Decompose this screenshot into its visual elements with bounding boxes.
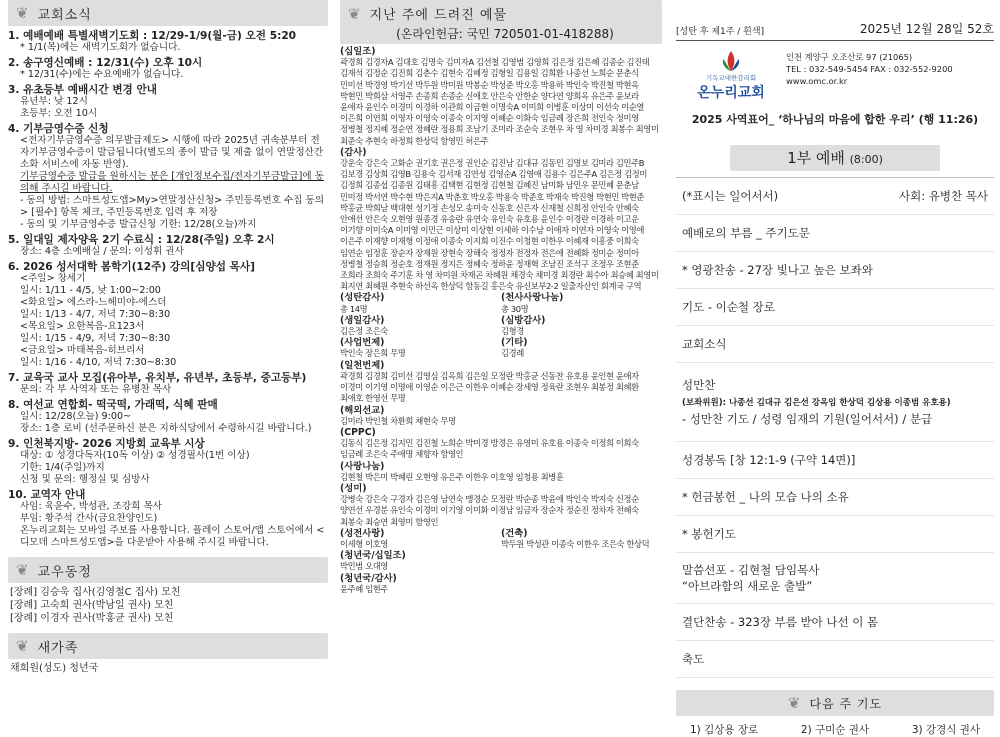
giver-names: 강병숙 강은숙 구경자 김은영 남연숙 맹경순 모정란 박순종 박윤애 박인숙 박지숙 신정순 양연선 우경분 유인숙 이경미 이기영 이미화 이정남 임금자 장순자 정순진 정차자 전혜숙 최봉숙 최승연 최영미 함영인	[340, 494, 639, 527]
next-prayer-item: 3) 강경식 권사	[911, 724, 980, 736]
yearly-motto: 2025 사역표어_ ‘하나님의 마음에 합한 우리’ (행 11:26)	[691, 113, 979, 126]
notice-line: - 동의 및 기부금영수증 발급신청 기한: 12/28(오늘)까지	[20, 219, 257, 230]
giver-names: 박민범 오대영	[340, 561, 388, 572]
giver-category: (해외선교)	[340, 404, 385, 416]
notice-line: 유년부: 낮 12시	[20, 96, 88, 107]
notice-title: 3. 유초등부 예배시간 변경 안내	[8, 84, 157, 96]
giver-pair	[340, 315, 662, 337]
giver-group	[340, 360, 662, 405]
notice-line: - 동의 방법: 스마트성도앱>My>연말정산신청> 주민등록번호 수집 동의> [필수] 항목 체크, 주민등록번호 입력 후 저장	[20, 195, 325, 218]
giver-group	[340, 461, 662, 483]
notice-title: 2. 송구영신예배 : 12/31(수) 오후 10시	[8, 57, 203, 69]
notice-title: 6. 2026 성서대학 봄학기(12주) 강의[심양섭 목사]	[8, 261, 255, 273]
notice-item	[8, 84, 328, 120]
notice-line: <주일> 창세기	[20, 273, 86, 284]
giver-names: 이세형 이호영	[340, 538, 388, 549]
notice-item	[8, 399, 328, 435]
notice-item	[8, 123, 328, 231]
leaf-icon: ❦	[16, 637, 30, 655]
contact-line: www.omc.or.kr	[786, 76, 848, 86]
notice-title: 7. 교육국 교사 모집(유아부, 유치부, 유년부, 초등부, 중고등부)	[8, 372, 307, 384]
notice-item	[8, 489, 328, 549]
flame-logo-icon	[714, 49, 748, 73]
giver-names: 박두원 박성관 이종숙 이한우 조은숙 한상덕	[501, 538, 650, 549]
next-prayer-list	[676, 716, 994, 737]
giver-group	[340, 337, 501, 359]
giver-group	[340, 550, 662, 572]
standing-note-row: (*표시는 일어서서) 사회: 유병찬 목사	[676, 177, 994, 215]
giver-names: 김은정 조은숙	[340, 326, 388, 337]
giver-category: (성미)	[340, 482, 367, 494]
giver-names: 총 30명	[501, 303, 529, 314]
order-item: 기도 - 이순철 장로	[676, 289, 994, 326]
contact-info	[786, 45, 953, 109]
service-title: 1부 예배 (8:00)	[730, 145, 940, 171]
giver-group	[501, 337, 662, 359]
giver-names: 김형경	[501, 326, 524, 337]
notice-item	[8, 372, 328, 396]
prayer-item: [장례] 김승욱 집사(김영철C 집사) 모친	[10, 587, 181, 598]
notice-line: 부임: 황주석 간사(금요찬양인도)	[20, 513, 158, 524]
notice-item	[8, 234, 328, 258]
order-group-3	[676, 604, 994, 678]
giver-group	[340, 573, 662, 595]
notice-line: 온누리교회는 모바일 주보를 사용합니다. 플레이 스토어/앱 스토어에서 <디모데 스마트성도앱>을 다운받아 사용해 주시길 바랍니다.	[20, 525, 325, 548]
leaf-icon: ❦	[16, 561, 30, 579]
order-item: * 봉헌기도	[676, 516, 994, 553]
giver-category: (기타)	[501, 337, 528, 349]
notice-line: 대상: ① 성경다독자(10독 이상) ② 성경필사(1번 이상)	[20, 450, 250, 461]
notice-line: 장소: 4층 소예배실 / 문의: 이성휘 권사	[20, 246, 184, 257]
contact-line: TEL : 032-549-5454 FAX : 032-552-9200	[786, 64, 953, 74]
order-item: 교회소식	[676, 326, 994, 363]
giver-category: (청년국/십일조)	[340, 550, 406, 562]
news-header: ❦ 교회소식	[8, 0, 328, 26]
notice-line: * 1/1(목)에는 새벽기도회가 없습니다.	[20, 42, 181, 53]
notice-title: 4. 기부금영수증 신청	[8, 123, 109, 135]
giver-group	[501, 292, 662, 314]
giver-category: (청년국/감사)	[340, 572, 397, 584]
giver-pair	[340, 337, 662, 359]
notice-title: 9. 인천북지방- 2026 지방회 교육부 시상	[8, 438, 205, 450]
notice-line: <화요일> 에스라-느헤미야-에스더	[20, 297, 167, 308]
bulletin-topline	[676, 20, 994, 41]
giver-category: (심방감사)	[501, 314, 546, 326]
notice-line: 신청 및 문의: 행정실 및 심방사	[20, 474, 150, 485]
worship-order-column	[676, 0, 994, 736]
giver-names: 김미라 박인철 차환희 채현숙 무명	[340, 415, 456, 426]
giver-category: (일천번제)	[340, 359, 385, 371]
leaf-icon: ❦	[348, 4, 362, 23]
notice-line: 사임: 육윤수, 박성관, 조강희 목사	[20, 501, 163, 512]
church-brand	[676, 45, 994, 109]
giver-group	[501, 528, 662, 550]
prayer-item: [장례] 고숙희 권사(박남일 권사) 모친	[10, 600, 174, 611]
giver-names: 윤주혜 임현주	[340, 583, 388, 594]
giver-group	[340, 528, 501, 550]
communion-row: 성만찬 (보좌위원): 나종선 김대규 김은선 강옥임 한상덕 김상용 이종범 유호용) - 성만찬 기도 / 성령 임재의 기원(일어서서) / 분급	[676, 363, 994, 442]
giver-names: 곽경희 김경희 김미선 김영심 김옥희 김은일 모정란 박홍균 신동찬 유호용 윤인현 윤애자 이경미 이기영 이명애 이영순 이은근 이한우 이혜순 장세영 정육란 조현우 최봉정 최혜환 최애호 한영선 무명	[340, 370, 639, 404]
sermon-row: 말씀선포 - 김현철 담임목사 “아브라함의 새로운 출발”	[676, 553, 994, 604]
giver-category: (십일조)	[340, 46, 376, 57]
notice-line: 기한: 1/4(주일)까지	[20, 462, 105, 473]
liturgical-period: [성탄 후 제1주 / 흰색]	[676, 27, 765, 37]
notice-line: * 12/31(수)에는 수요예배가 없습니다.	[20, 69, 184, 80]
church-logo: 기독교대한감리회 온누리교회	[676, 45, 786, 109]
next-prayer-item: 1) 김상용 장로	[690, 724, 759, 736]
order-item: 예배로의 부름 _ 주기도문	[676, 215, 994, 252]
notice-item	[8, 57, 328, 81]
sermon-subject: “아브라함의 새로운 출발”	[682, 579, 813, 593]
online-account: (온라인헌금: 국민 720501-01-418288)	[396, 27, 614, 41]
order-item: * 헌금봉헌 _ 나의 모습 나의 소유	[676, 479, 994, 516]
giver-pair	[340, 292, 662, 314]
notice-line: <전자기부금영수증 의무발급제도> 시행에 따라 2025년 귀속분부터 전자기부금영수증이 발급됩니다(별도의 종이 발급 및 제출 없이 연말정산간소화 서비스에 자동 반영).	[20, 135, 324, 170]
notice-title: 5. 일대일 제자양육 2기 수료식 : 12/28(주일) 오후 2시	[8, 234, 275, 246]
giver-group	[340, 147, 662, 293]
next-prayer-header: ❦ 다음 주 기도	[676, 690, 994, 716]
giver-list	[340, 46, 662, 595]
order-item: * 영광찬송 - 27장 빛나고 높은 보좌와	[676, 252, 994, 289]
leaf-icon: ❦	[787, 694, 802, 712]
notice-line: 일시: 1/16 - 4/10, 저녁 7:30~8:30	[20, 357, 177, 368]
prayer-list	[8, 586, 328, 625]
prayer-header: ❦ 교우동정	[8, 557, 328, 583]
notice-line: 문의: 각 부 사역자 또는 유병찬 목사	[20, 384, 172, 395]
order-item: 축도	[676, 641, 994, 678]
church-news-column	[8, 0, 328, 708]
offerings-column	[340, 0, 662, 708]
giver-pair	[340, 528, 662, 550]
offerings-header: ❦ 지난 주에 드려진 예물 (온라인헌금: 국민 720501-01-418288)	[340, 0, 662, 44]
newcomer-header: ❦ 새가족	[8, 633, 328, 659]
giver-group	[501, 315, 662, 337]
notice-line: 초등부: 오전 10시	[20, 108, 98, 119]
notice-item	[8, 261, 328, 369]
prayer-item: [장례] 이경자 권사(박홍균 권사) 모친	[10, 613, 174, 624]
giver-category: (건축)	[501, 527, 528, 539]
giver-category: (감사)	[340, 146, 367, 158]
order-group-2	[676, 442, 994, 553]
giver-names: 곽경희 김경자A 김대호 김명숙 김미자A 김선철 김영범 김영희 김은정 김은혜 김종순 김진태 김재석 김정순 김진희 김춘수 김현숙 김혜정 김형일 김용일 김희환 나종선 노희순 문춘식 민미선 박경영 박기선 박두원 박미원 박봉순 박성준 박오홍 박용하 박인숙 박진철 박현옥 박현민 박희삼 서영주 손종희 손종순 신애호 안은숙 안한순 양다연 양희옥 유은주 윤보라 윤애자 윤인수 이경미 이경하 이관희 이금현 이명숙A 이미희 이병훈 이상미 이선숙 이순열 이은희 이연희 이영자 이영숙 이종숙 이지영 이혜순 이화숙 임금례 장은희 전인숙 정미영 정병철 정지혜 정순연 정혜란 정용희 조남기 조미라 조순숙 조현우 차 영 차미경 최봉수 최영미 최준숙 추현숙 하정희 한상덕 함영민 허은주	[340, 57, 659, 146]
notice-list	[8, 30, 328, 549]
notice-title: 8. 여선교 연합회- 떡국떡, 가래떡, 식혜 판매	[8, 399, 218, 411]
order-group-1	[676, 215, 994, 363]
contact-line: 인천 계양구 오조산로 97 (21065)	[786, 52, 913, 62]
notice-item	[8, 438, 328, 486]
giver-category: (천사사랑나눔)	[501, 292, 564, 304]
notice-line: 기부금영수증 발급을 원하시는 분은 [개인정보수집/전자기부금발급]에 동의해 주시길 바랍니다.	[20, 171, 324, 194]
giver-group	[340, 405, 662, 427]
giver-group	[340, 46, 662, 147]
presider: 사회: 유병찬 목사	[899, 189, 988, 203]
giver-category: (사랑나눔)	[340, 460, 385, 472]
giver-category: (성전사랑)	[340, 527, 385, 539]
notice-item	[8, 30, 328, 54]
giver-category: (생일감사)	[340, 314, 385, 326]
church-name: 온누리교회	[697, 85, 765, 101]
newcomer-list	[8, 662, 328, 675]
notice-line: 일시: 1/13 - 4/7, 저녁 7:30~8:30	[20, 309, 171, 320]
giver-group	[340, 315, 501, 337]
order-item: 성경봉독 [창 12:1-9 (구약 14면)]	[676, 442, 994, 479]
giver-group	[340, 292, 501, 314]
next-prayer-item: 2) 구미순 권사	[800, 724, 870, 736]
notice-line: 장소: 1층 로비 (선주문하신 분은 지하식당에서 수령하시길 바랍니다.)	[20, 423, 312, 434]
giver-category: (성탄감사)	[340, 292, 385, 304]
giver-names: 김동식 김은정 김지민 김진철 노희순 박미경 방경은 유영미 유호용 이종숙 이정희 이희숙 임금례 조은숙 주애명 채향자 함영인	[340, 438, 639, 460]
notice-line: 일시: 1/11 - 4/5, 낮 1:00~2:00	[20, 285, 161, 296]
giver-group	[340, 483, 662, 528]
notice-line: <목요일> 요한복음-요123서	[20, 321, 145, 332]
giver-group	[340, 427, 662, 461]
order-item: 결단찬송 - 323장 부름 받아 나선 이 몸	[676, 604, 994, 641]
notice-line: <금요일> 마태복음-히브리서	[20, 345, 145, 356]
giver-names: 총 14명	[340, 303, 368, 314]
bulletin-date: 2025년 12월 28일 52호	[859, 22, 994, 36]
giver-category: (CPPC)	[340, 426, 376, 438]
notice-title: 10. 교역자 안내	[8, 489, 86, 501]
giver-names: 강운숙 강은숙 고화순 권기호 권은정 권인순 김진남 김대규 김동민 김명보 김미라 김민주B 김보경 김상희 김영B 김용숙 김서재 김연성 김영순A 김영애 김용수 김은주A 김은정 김정미 김정희 김종섭 김종원 김태흥 김택현 김현정 김현철 김혜진 남미화 남민우 문민혜 문춘남 민미정 박서연 박수현 박은지A 박춘호 박오홍 박용숙 박준호 박재숙 박진형 박현민 박현준 박홍균 박희남 백대현 성기정 손성모 송미숙 신동호 신은자 신재철 신희정 안인숙 안혜숙 안애선 안은숙 오현영 원종경 유송란 유연숙 유인숙 유호용 윤인수 이경란 이경하 이고운 이기향 이미숙A 이미영 이민근 이상미 이상현 이세하 이수남 이애자 이연자 이영숙 이영애 이은주 이재향 이재형 이정애 이종숙 이지희 이진수 이청현 이한우 이혜재 이흥중 이희숙 임연순 임정훈 장순자 장재원 장현숙 장해숙 정정자 전정자 전은애 전혜화 정미순 정미아 정병철 정승희 정순호 정재원 정지은 정혜숙 정하윤 정재혁 조남진 조석구 조정우 조현준 조희라 조희숙 주기훈 차 영 차미원 차재곤 차혜원 채경숙 채미경 최경란 최수아 최승혜 최영미 최지연 최혜원 추현숙 하선옥 한상덕 함동길 홍은숙 유신보부2-2 일출자산인 회계국 구역	[340, 158, 659, 292]
leaf-icon: ❦	[16, 4, 30, 22]
giver-names: 김경례	[501, 348, 524, 359]
newcomer-item: 채희원(성도) 청년국	[10, 663, 99, 674]
giver-names: 박인숙 장은희 무명	[340, 348, 406, 359]
giver-names: 김현철 박은미 박혜린 오현영 유은주 이한우 이호영 임청용 최병훈	[340, 471, 564, 482]
giver-category: (사업번제)	[340, 337, 385, 349]
notice-title: 1. 예배예배 특별새벽기도회 : 12/29-1/9(월-금) 오전 5:20	[8, 30, 297, 42]
notice-line: 일시: 12/28(오늘) 9:00~	[20, 411, 132, 422]
communion-members: (보좌위원): 나종선 김대규 김은선 강옥임 한상덕 김상용 이종범 유호용)	[682, 398, 951, 408]
notice-line: 일시: 1/15 - 4/9, 저녁 7:30~8:30	[20, 333, 171, 344]
